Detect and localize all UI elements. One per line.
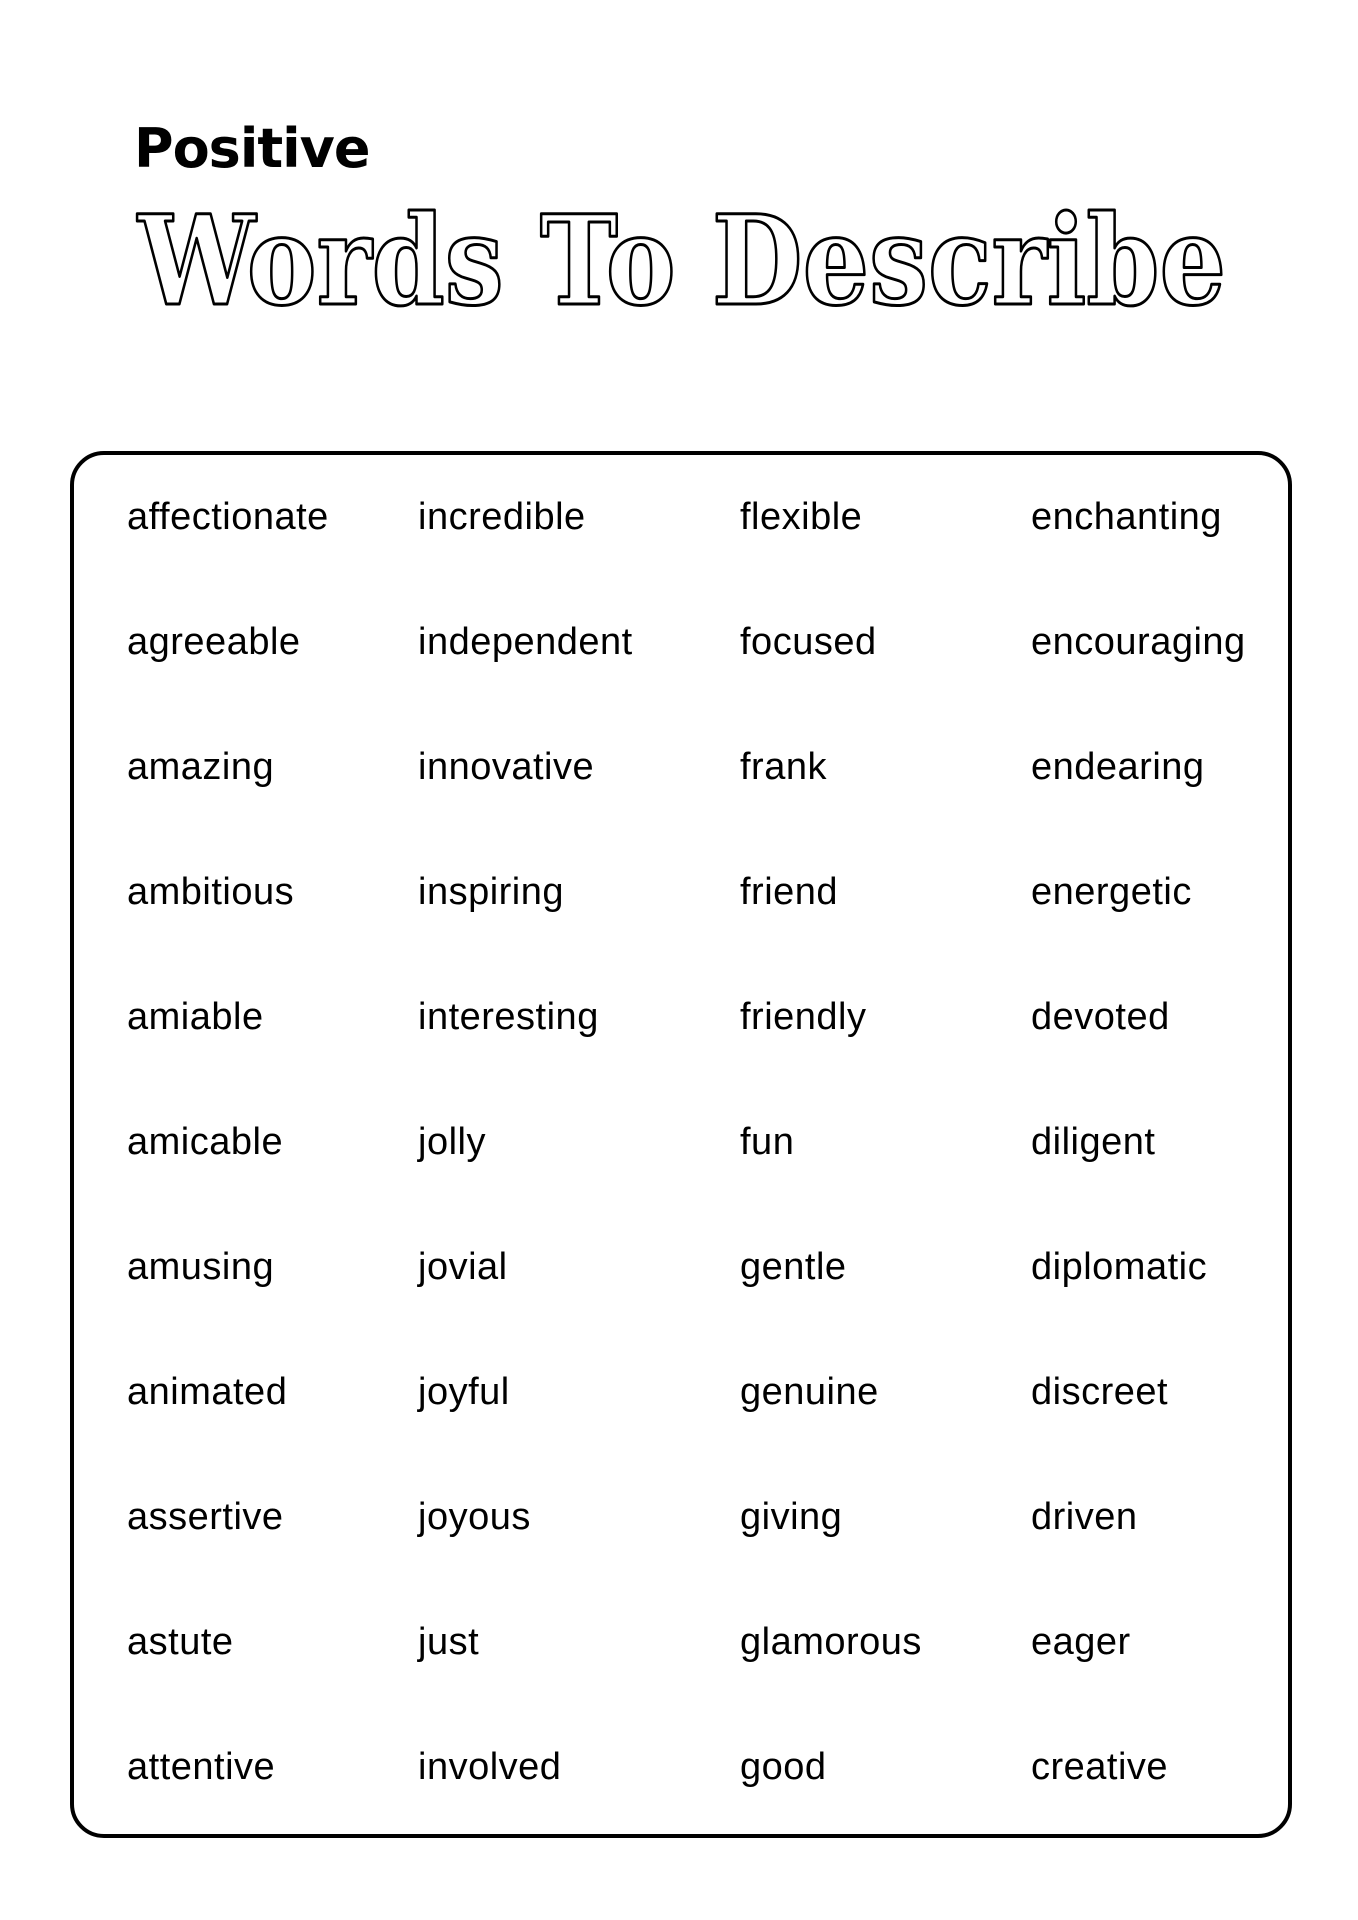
word-item: astute (127, 1621, 234, 1663)
word-item: discreet (1031, 1371, 1169, 1413)
page-subtitle: Positive (134, 117, 370, 180)
page-title (134, 189, 1234, 334)
word-item: devoted (1031, 996, 1170, 1038)
word-item: amazing (127, 746, 275, 788)
word-item: focused (740, 621, 877, 663)
word-item: friendly (740, 996, 867, 1038)
word-item: amicable (127, 1121, 284, 1163)
word-item: enchanting (1031, 496, 1222, 538)
word-item: attentive (127, 1746, 276, 1788)
word-item: ambitious (127, 871, 295, 913)
word-item: amusing (127, 1246, 275, 1288)
word-item: giving (740, 1496, 843, 1538)
word-item: endearing (1031, 746, 1205, 788)
word-item: jolly (418, 1121, 486, 1163)
word-item: joyful (418, 1371, 510, 1413)
word-grid (74, 455, 1288, 1834)
word-item: gentle (740, 1246, 847, 1288)
word-item: incredible (418, 496, 586, 538)
word-item: fun (740, 1121, 795, 1163)
page-title-text: Words To Describe (136, 189, 1226, 334)
word-item: diligent (1031, 1121, 1156, 1163)
word-item: assertive (127, 1496, 284, 1538)
word-item: jovial (418, 1246, 508, 1288)
word-item: inspiring (418, 871, 565, 913)
word-item: involved (418, 1746, 562, 1788)
word-item: good (740, 1746, 827, 1788)
word-item: independent (418, 621, 633, 663)
word-item: amiable (127, 996, 264, 1038)
word-item: flexible (740, 496, 863, 538)
word-item: joyous (418, 1496, 531, 1538)
word-item: just (418, 1621, 480, 1663)
word-item: energetic (1031, 871, 1192, 913)
word-item: affectionate (127, 496, 329, 538)
word-item: agreeable (127, 621, 301, 663)
word-item: glamorous (740, 1621, 922, 1663)
word-item: interesting (418, 996, 599, 1038)
word-item: encouraging (1031, 621, 1246, 663)
word-list-panel (70, 451, 1292, 1838)
word-item: friend (740, 871, 839, 913)
word-item: animated (127, 1371, 288, 1413)
word-item: creative (1031, 1746, 1169, 1788)
word-item: driven (1031, 1496, 1138, 1538)
word-item: genuine (740, 1371, 879, 1413)
word-item: eager (1031, 1621, 1131, 1663)
word-item: diplomatic (1031, 1246, 1208, 1288)
word-item: frank (740, 746, 827, 788)
word-item: innovative (418, 746, 595, 788)
